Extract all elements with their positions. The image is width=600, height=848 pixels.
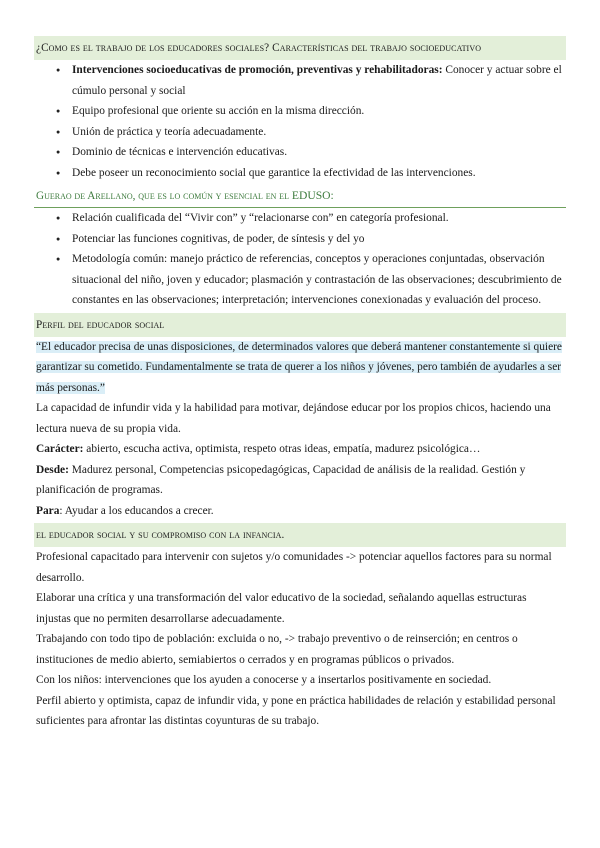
heading-tail: EDUSO: xyxy=(288,189,334,202)
list-item: ● Relación cualificada del “Vivir con” y “relacionarse con” en categoría profesional. xyxy=(72,208,566,229)
section-heading-infancia: el educador social y su compromiso con la infancia. xyxy=(34,523,566,547)
desde-text: Madurez personal, Competencias psicopedagógicas, Capacidad de análisis de la realidad. Gestión y planificación de programas. xyxy=(36,463,526,496)
list-item-text: Conocer y actuar sobre el cúmulo personal y social xyxy=(72,64,562,97)
list-item: ● Metodología común: manejo práctico de referencias, conceptos y operaciones conjuntadas, observación situacional del niño, joven y educador; plasmación y contrastación de las observaciones; descubrimiento de constantes en las observaciones; interpretación; intervenciones conexionadas y evaluación del proceso. xyxy=(72,249,566,311)
body-paragraph: Perfil abierto y optimista, capaz de infundir vida, y pone en práctica habilidades de relación y estabilidad personal suficientes para afrontar las distintas coyunturas de su trabajo. xyxy=(36,694,556,727)
list-item: ● Equipo profesional que oriente su acción en la misma dirección. xyxy=(72,101,566,122)
para-paragraph xyxy=(34,501,566,522)
list-item: ● Potenciar las funciones cognitivas, de poder, de síntesis y del yo xyxy=(72,229,566,250)
guerao-list xyxy=(34,208,566,311)
quote-paragraph xyxy=(34,337,566,399)
para-text: : Ayudar a los educandos a crecer. xyxy=(59,504,214,517)
desde-paragraph xyxy=(34,460,566,501)
body-paragraph: Profesional capacitado para intervenir con sujetos y/o comunidades -> potenciar aquellos factores para su normal desarrollo. xyxy=(36,551,552,584)
list-item: ● Dominio de técnicas e intervención educativas. xyxy=(72,142,566,163)
section-heading-guerao xyxy=(34,185,566,208)
section-heading-caracteristicas: ¿Como es el trabajo de los educadores sociales? Características del trabajo socioeducativo xyxy=(34,36,566,60)
section-heading-perfil: Perfil del educador social xyxy=(34,313,566,337)
list-item: ● Debe poseer un reconocimiento social que garantice la efectividad de las intervenciones. xyxy=(72,163,566,184)
desde-label: Desde: xyxy=(36,463,69,476)
caracter-paragraph xyxy=(34,439,566,460)
highlighted-quote: “El educador precisa de unas disposiciones, de determinados valores que deberá mantener constantemente si quiere garantizar su cometido. Fundamentalmente se trata de querer a los niños y jóvenes, pero también de ayudarles a ser más personas.” xyxy=(36,340,562,394)
list-item xyxy=(72,60,566,101)
caracter-label: Carácter: xyxy=(36,443,84,455)
para-label: Para xyxy=(36,504,60,517)
body-paragraph: Trabajando con todo tipo de población: excluida o no, -> trabajo preventivo o de reinserción; en centros o instituciones de medio abierto, semiabiertos o cerrados y en programas públicos o privados. xyxy=(36,633,518,666)
caracteristicas-list xyxy=(34,60,566,183)
list-item: ● Unión de práctica y teoría adecuadamente. xyxy=(72,122,566,143)
caracter-text: abierto, escucha activa, optimista, respeto otras ideas, empatía, madurez psicológica… xyxy=(83,443,481,455)
heading-text: Guerao de Arellano, que es lo común y esencial en el xyxy=(36,190,289,202)
body-paragraph: Con los niños: intervenciones que los ayuden a conocerse y a insertarlos positivamente en sociedad. xyxy=(36,674,492,686)
list-item-bold: Intervenciones socioeducativas de promoción, preventivas y rehabilitadoras: xyxy=(72,64,443,76)
body-paragraph: Elaborar una crítica y una transformación del valor educativo de la sociedad, señalando aquellas estructuras injustas que no permiten desarrollarse adecuadamente. xyxy=(36,592,527,625)
body-paragraph: La capacidad de infundir vida y la habilidad para motivar, dejándose educar por los propios chicos, haciendo una lectura nueva de su propia vida. xyxy=(36,402,551,435)
